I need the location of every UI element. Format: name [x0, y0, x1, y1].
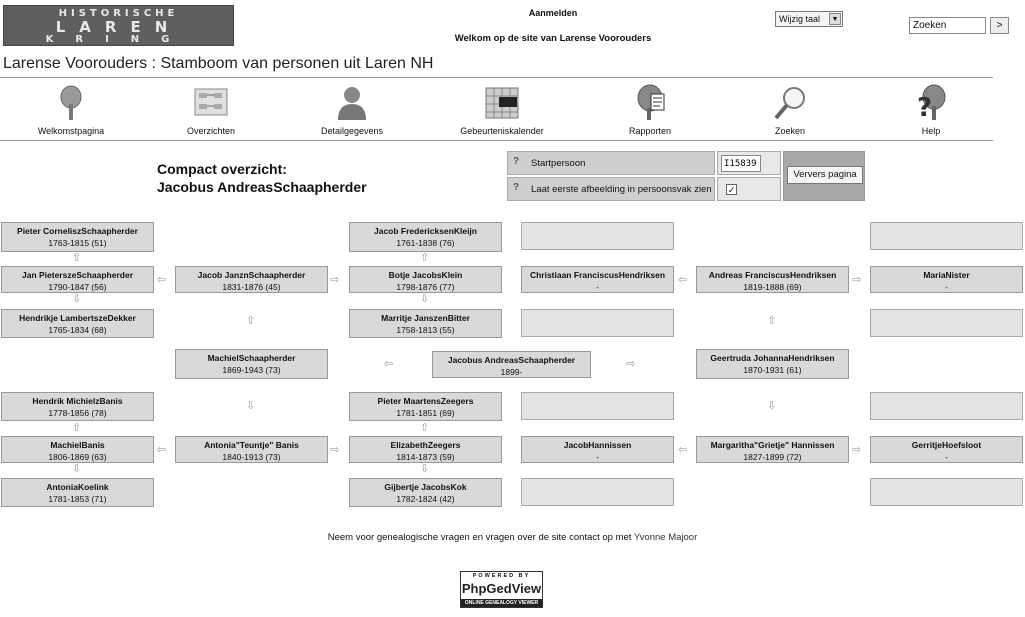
person-box[interactable]	[1, 266, 154, 293]
arrow-down-icon: ⇩	[246, 400, 256, 412]
compact-title-person: Jacobus AndreasSchaapherder	[157, 179, 367, 195]
nav-welkomstpagina[interactable]	[1, 84, 141, 136]
show-image-label: Laat eerste afbeelding in persoonsvak zien	[531, 184, 712, 195]
person-dates: 1790-1847 (56)	[48, 282, 107, 292]
badge-top-text: POWERED BY	[472, 573, 531, 579]
arrow-left-icon: ⇦	[157, 444, 167, 456]
person-dates: 1765-1834 (68)	[48, 325, 107, 335]
person-name: Hendrik MichielzBanis	[32, 396, 123, 406]
person-name: Pieter MaartensZeegers	[377, 396, 474, 406]
empty-person-box	[870, 392, 1023, 420]
person-box[interactable]	[349, 436, 502, 463]
person-name: Andreas FranciscusHendriksen	[708, 270, 837, 280]
person-name: Marritje JanszenBitter	[381, 313, 470, 323]
person-box[interactable]	[175, 436, 328, 463]
person-name: MariaNister	[923, 270, 970, 280]
nav-label: Overzichten	[186, 126, 236, 136]
welcome-text: Welkom op de site van Larense Voorouders	[454, 33, 652, 44]
logo-line3: KRING	[45, 34, 192, 45]
show-image-cell	[717, 177, 781, 201]
person-dates: 1761-1838 (76)	[396, 238, 455, 248]
person-dates: 1806-1869 (63)	[48, 452, 107, 462]
start-person-label: Startpersoon	[531, 158, 586, 169]
arrow-up-icon: ⇧	[72, 422, 82, 434]
logo-line2: LAREN	[55, 18, 182, 36]
person-name: Botje JacobsKlein	[388, 270, 463, 280]
person-box[interactable]	[696, 266, 849, 293]
arrow-down-icon: ⇩	[420, 293, 430, 305]
person-name: MachielSchaapherder	[207, 353, 296, 363]
logo-line1: HISTORISCHE	[58, 8, 179, 19]
person-box[interactable]	[521, 436, 674, 463]
person-dates: -	[596, 282, 599, 292]
person-dates: -	[945, 452, 948, 462]
nav-label: Welkomstpagina	[37, 126, 105, 136]
arrow-down-icon: ⇩	[72, 293, 82, 305]
arrow-right-icon: ⇨	[852, 274, 862, 286]
chevron-down-icon: ▼	[829, 13, 841, 25]
person-name: MachielBanis	[50, 440, 105, 450]
empty-person-box	[521, 309, 674, 337]
arrow-down-icon: ⇩	[767, 400, 777, 412]
help-icon[interactable]: ?	[513, 156, 520, 167]
compact-title-line1: Compact overzicht:	[157, 161, 287, 177]
site-logo[interactable]	[3, 5, 234, 46]
arrow-left-icon: ⇦	[384, 358, 394, 370]
person-dates: 1758-1813 (55)	[396, 325, 455, 335]
arrow-right-icon: ⇨	[330, 444, 340, 456]
person-dates: 1778-1856 (78)	[48, 408, 107, 418]
nav-zoeken[interactable]	[720, 84, 860, 136]
contact-link[interactable]: Yvonne Majoor	[633, 532, 698, 543]
phpgedview-badge[interactable]	[460, 571, 543, 608]
arrow-left-icon: ⇦	[678, 444, 688, 456]
person-dates: 1782-1824 (42)	[396, 494, 455, 504]
refresh-cell	[783, 151, 865, 201]
help-icon[interactable]: ?	[513, 182, 520, 193]
empty-person-box	[521, 392, 674, 420]
person-dates: -	[596, 452, 599, 462]
start-person-cell	[717, 151, 781, 175]
person-dates: 1781-1851 (69)	[396, 408, 455, 418]
person-dates: 1781-1853 (71)	[48, 494, 107, 504]
page-title: Larense Voorouders : Stamboom van personen uit Laren NH	[3, 55, 434, 72]
help-icon	[912, 84, 950, 122]
person-box[interactable]	[1, 309, 154, 338]
root-person-box[interactable]	[432, 351, 591, 378]
empty-person-box	[521, 222, 674, 250]
person-name: Jacob FredericksenKleijn	[374, 226, 477, 236]
person-name: GerritjeHoefsloot	[911, 440, 982, 450]
arrow-up-icon: ⇧	[246, 315, 256, 327]
person-box[interactable]	[870, 436, 1023, 463]
nav-label: Gebeurteniskalender	[460, 126, 544, 136]
person-dates: 1870-1931 (61)	[743, 365, 802, 375]
footer	[0, 532, 1025, 543]
person-box[interactable]	[1, 478, 154, 507]
calendar-icon	[483, 84, 521, 122]
arrow-down-icon: ⇩	[72, 463, 82, 475]
arrow-left-icon: ⇦	[157, 274, 167, 286]
show-image-row	[507, 177, 715, 201]
person-dates: 1798-1876 (77)	[396, 282, 455, 292]
person-name: Gijbertje JacobsKok	[384, 482, 467, 492]
nav-gebeurteniskalender[interactable]	[432, 84, 572, 136]
nav-overzichten[interactable]	[141, 84, 281, 136]
divider	[0, 77, 993, 78]
start-person-input[interactable]	[721, 155, 761, 172]
person-name: Margaritha"Grietje" Hannissen	[710, 440, 835, 450]
charts-icon	[192, 84, 230, 122]
badge-main-text: PhpGedView	[461, 581, 542, 596]
arrow-right-icon: ⇨	[626, 358, 636, 370]
arrow-up-icon: ⇧	[767, 315, 777, 327]
person-dates: 1819-1888 (69)	[743, 282, 802, 292]
person-name: Christiaan FranciscusHendriksen	[529, 270, 666, 280]
magnifier-icon	[771, 84, 809, 122]
arrow-right-icon: ⇨	[852, 444, 862, 456]
person-name: Antonia"Teuntje" Banis	[204, 440, 299, 450]
empty-person-box	[870, 222, 1023, 250]
nav-label: Help	[921, 126, 941, 136]
person-box[interactable]	[696, 436, 849, 463]
nav-label: Detailgegevens	[320, 126, 384, 136]
nav-help[interactable]	[861, 84, 1001, 136]
person-name: JacobHannissen	[563, 440, 632, 450]
arrow-up-icon: ⇧	[420, 422, 430, 434]
person-box[interactable]	[1, 392, 154, 421]
compact-title	[157, 160, 367, 196]
person-dates: 1869-1943 (73)	[222, 365, 281, 375]
arrow-left-icon: ⇦	[678, 274, 688, 286]
person-name: ElizabethZeegers	[390, 440, 461, 450]
person-name: Hendrikje LambertszeDekker	[19, 313, 136, 323]
nav-label: Rapporten	[628, 126, 672, 136]
person-dates: 1840-1913 (73)	[222, 452, 281, 462]
person-dates: 1814-1873 (59)	[396, 452, 455, 462]
person-box[interactable]	[349, 478, 502, 507]
search-input[interactable]	[909, 17, 986, 34]
divider	[0, 140, 993, 141]
person-name: Pieter CorneliszSchaapherder	[17, 226, 138, 236]
person-box[interactable]	[1, 436, 154, 463]
login-link[interactable]: Aanmelden	[528, 8, 578, 18]
person-box[interactable]	[696, 349, 849, 379]
person-box[interactable]	[349, 222, 502, 252]
search-button[interactable]: >	[990, 17, 1009, 34]
person-box[interactable]	[349, 266, 502, 293]
svg-text:?: ?	[917, 93, 933, 122]
arrow-up-icon: ⇧	[420, 252, 430, 264]
footer-text: Neem voor genealogische vragen en vragen over de site contact op met	[327, 532, 634, 543]
person-icon	[333, 84, 371, 122]
report-icon	[631, 84, 669, 122]
nav-label: Zoeken	[774, 126, 806, 136]
person-name: Geertruda JohannaHendriksen	[710, 353, 835, 363]
person-box[interactable]	[521, 266, 674, 293]
nav-rapporten[interactable]	[580, 84, 720, 136]
empty-person-box	[870, 309, 1023, 337]
person-name: Jacobus AndreasSchaapherder	[447, 355, 576, 365]
person-box[interactable]	[175, 266, 328, 293]
person-name: Jan PieterszeSchaapherder	[21, 270, 134, 280]
person-dates: 1827-1899 (72)	[743, 452, 802, 462]
person-dates: -	[945, 282, 948, 292]
arrow-up-icon: ⇧	[72, 252, 82, 264]
empty-person-box	[870, 478, 1023, 506]
refresh-button[interactable]: Ververs pagina	[787, 166, 863, 184]
person-box[interactable]	[870, 266, 1023, 293]
show-image-checkbox[interactable]: ✓	[727, 185, 736, 195]
arrow-down-icon: ⇩	[420, 463, 430, 475]
person-dates: 1763-1815 (51)	[48, 238, 107, 248]
person-dates: 1831-1876 (45)	[222, 282, 281, 292]
person-name: AntoniaKoelink	[46, 482, 109, 492]
person-box[interactable]	[349, 309, 502, 338]
nav-detailgegevens[interactable]	[282, 84, 422, 136]
person-box[interactable]	[1, 222, 154, 252]
language-select[interactable]	[775, 11, 843, 27]
arrow-right-icon: ⇨	[330, 274, 340, 286]
person-box[interactable]	[349, 392, 502, 421]
person-name: Jacob JanznSchaapherder	[197, 270, 306, 280]
tree-icon	[52, 84, 90, 122]
badge-bottom-text: ONLINE GENEALOGY VIEWER	[461, 599, 542, 607]
person-box[interactable]	[175, 349, 328, 379]
language-select-value: Wijzig taal	[779, 14, 821, 24]
person-dates: 1899-	[500, 367, 523, 377]
start-person-row	[507, 151, 715, 175]
empty-person-box	[521, 478, 674, 506]
